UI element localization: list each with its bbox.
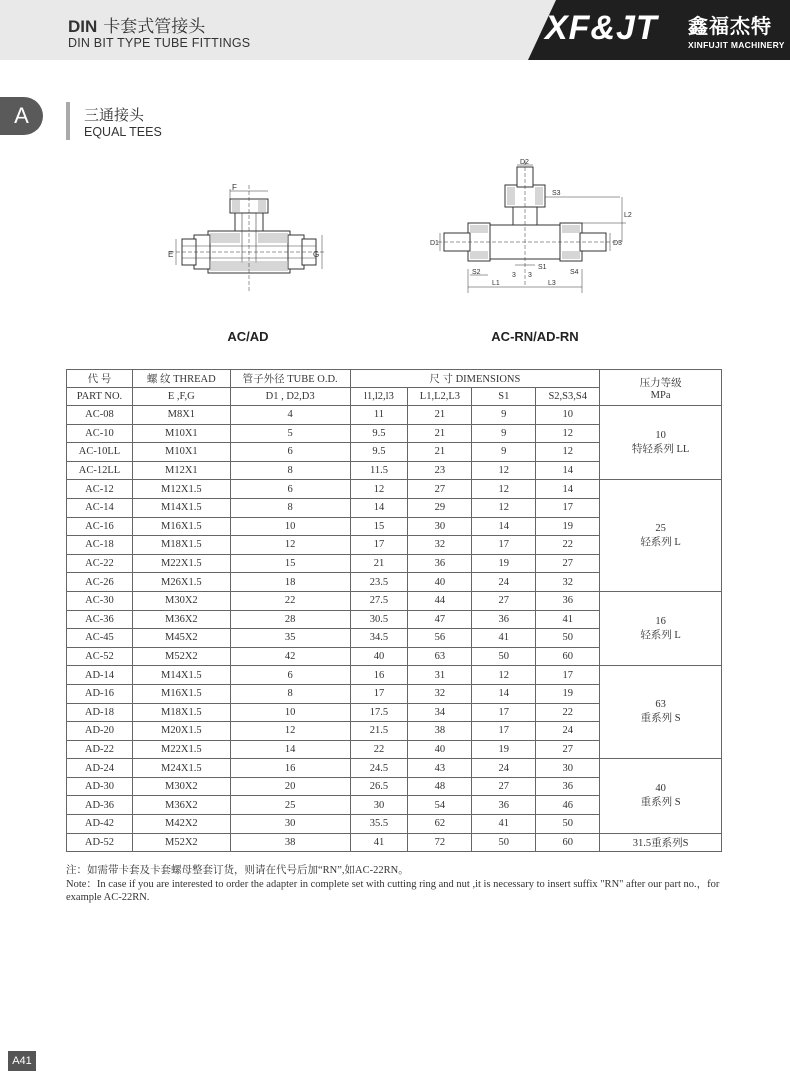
cell-s1: 50 [472,647,536,666]
cell-l: 17 [350,536,408,555]
header-dim-l: l1,l2,l3 [350,388,408,406]
cell-l: 9.5 [350,443,408,462]
cell-s1: 17 [472,703,536,722]
cell-L: 21 [408,424,472,443]
header-dim-L: L1,L2,L3 [408,388,472,406]
cell-tube: 20 [230,777,350,796]
cell-l: 11 [350,406,408,425]
cell-s: 36 [536,591,600,610]
cell-part: AD-22 [67,740,133,759]
cell-s1: 41 [472,815,536,834]
pressure-group-cell [600,480,722,592]
header-dim-s: S2,S3,S4 [536,388,600,406]
cell-s: 17 [536,666,600,685]
cell-L: 48 [408,777,472,796]
cell-part: AC-10 [67,424,133,443]
cell-L: 31 [408,666,472,685]
table-row [67,833,722,852]
pressure-value: 63 [655,699,666,711]
label-f: F [232,183,237,192]
cell-l: 15 [350,517,408,536]
label-s1: S1 [538,264,547,271]
cell-l: 21 [350,554,408,573]
cell-s: 22 [536,536,600,555]
cell-L: 27 [408,480,472,499]
cell-thread: M26X1.5 [132,573,230,592]
catalog-title-en: DIN BIT TYPE TUBE FITTINGS [68,36,251,50]
cell-tube: 6 [230,443,350,462]
cell-part: AD-14 [67,666,133,685]
cell-s: 60 [536,833,600,852]
section-title-en: EQUAL TEES [84,125,162,139]
cell-s1: 17 [472,722,536,741]
pressure-series: 重系列 S [640,713,681,725]
cell-s: 17 [536,498,600,517]
label-d3: D3 [613,240,622,247]
cell-L: 63 [408,647,472,666]
cell-tube: 5 [230,424,350,443]
cell-L: 36 [408,554,472,573]
cell-L: 47 [408,610,472,629]
cell-thread: M18X1.5 [132,703,230,722]
pressure-value: 16 [655,615,666,627]
pressure-series: 轻系列 L [640,629,681,641]
cell-s: 27 [536,740,600,759]
cell-thread: M20X1.5 [132,722,230,741]
cell-part: AD-30 [67,777,133,796]
cell-thread: M30X2 [132,777,230,796]
brand-logo: XF&JT [545,9,658,47]
cell-s1: 12 [472,666,536,685]
pressure-group-cell [600,666,722,759]
pressure-group-cell [600,759,722,833]
header-tube-sub: D1 , D2,D3 [230,388,350,406]
cell-s: 22 [536,703,600,722]
page-number: A41 [8,1051,36,1071]
cell-tube: 25 [230,796,350,815]
cell-s: 30 [536,759,600,778]
cell-thread: M14X1.5 [132,498,230,517]
cell-s1: 12 [472,461,536,480]
cell-tube: 4 [230,406,350,425]
header-pressure [600,370,722,406]
label-e: E [168,250,174,259]
cell-l: 27.5 [350,591,408,610]
cell-l: 41 [350,833,408,852]
cell-l: 24.5 [350,759,408,778]
cell-l: 16 [350,666,408,685]
note-cn: 注：如需带卡套及卡套螺母整套订货，则请在代号后加“RN”,如AC-22RN。 [66,865,409,876]
cell-s: 12 [536,443,600,462]
label-3-right: 3 [528,272,532,279]
cell-part: AC-18 [67,536,133,555]
cell-s: 10 [536,406,600,425]
cell-s: 19 [536,517,600,536]
cell-L: 40 [408,573,472,592]
cell-l: 30.5 [350,610,408,629]
cell-s1: 50 [472,833,536,852]
label-s3: S3 [552,190,561,197]
cell-L: 32 [408,684,472,703]
cell-part: AD-18 [67,703,133,722]
pressure-series: 31.5重系列S [632,837,689,849]
specification-table [66,369,722,852]
cell-tube: 18 [230,573,350,592]
cell-thread: M18X1.5 [132,536,230,555]
header-dimensions: 尺 寸 DIMENSIONS [350,370,600,388]
cell-tube: 12 [230,722,350,741]
cell-tube: 14 [230,740,350,759]
label-l3: L3 [548,280,556,287]
cell-thread: M10X1 [132,443,230,462]
cell-tube: 42 [230,647,350,666]
cell-L: 72 [408,833,472,852]
cell-thread: M16X1.5 [132,517,230,536]
cell-thread: M42X2 [132,815,230,834]
label-g: G [313,250,320,259]
cell-part: AC-26 [67,573,133,592]
cell-L: 44 [408,591,472,610]
cell-tube: 10 [230,703,350,722]
cell-s1: 9 [472,424,536,443]
label-d1: D1 [430,240,439,247]
cell-s: 60 [536,647,600,666]
catalog-title-prefix: DIN [68,17,98,36]
cell-tube: 28 [230,610,350,629]
pressure-series: 重系列 S [640,796,681,808]
header-part-en: PART NO. [67,388,133,406]
cell-part: AD-42 [67,815,133,834]
cell-L: 30 [408,517,472,536]
cell-s1: 24 [472,573,536,592]
cell-thread: M36X2 [132,796,230,815]
cell-l: 11.5 [350,461,408,480]
cell-thread: M22X1.5 [132,740,230,759]
catalog-title [68,12,205,37]
pressure-series: 轻系列 L [640,536,681,548]
header-thread-sub: E ,F,G [132,388,230,406]
pressure-group-cell [600,406,722,480]
cell-part: AC-12LL [67,461,133,480]
table-header-row [67,370,722,388]
cell-s1: 9 [472,443,536,462]
cell-tube: 35 [230,629,350,648]
cell-part: AC-30 [67,591,133,610]
cell-part: AC-52 [67,647,133,666]
table-row [67,480,722,499]
label-l1: L1 [492,280,500,287]
table-row [67,591,722,610]
cell-L: 23 [408,461,472,480]
cell-tube: 6 [230,480,350,499]
cell-l: 14 [350,498,408,517]
cell-part: AC-12 [67,480,133,499]
cell-part: AC-08 [67,406,133,425]
label-l2: L2 [624,212,632,219]
cell-L: 56 [408,629,472,648]
cell-tube: 6 [230,666,350,685]
cell-thread: M12X1 [132,461,230,480]
tee-drawing-ac-ad [168,183,328,298]
cell-s1: 36 [472,610,536,629]
cell-l: 35.5 [350,815,408,834]
cell-L: 54 [408,796,472,815]
cell-thread: M45X2 [132,629,230,648]
cell-thread: M52X2 [132,647,230,666]
cell-tube: 8 [230,461,350,480]
cell-part: AC-16 [67,517,133,536]
cell-s1: 36 [472,796,536,815]
cell-s: 12 [536,424,600,443]
cell-s: 14 [536,480,600,499]
notes [66,864,726,905]
cell-s1: 19 [472,740,536,759]
cell-s: 36 [536,777,600,796]
section-title-cn: 三通接头 [84,107,145,124]
cell-part: AD-52 [67,833,133,852]
cell-s: 14 [536,461,600,480]
cell-thread: M14X1.5 [132,666,230,685]
cell-tube: 16 [230,759,350,778]
cell-part: AD-20 [67,722,133,741]
label-s2: S2 [472,269,481,276]
cell-tube: 8 [230,684,350,703]
note-en: Note：In case if you are interested to order the adapter in complete set with cutting ring and nut ,it is necessary to insert suffix "RN" after our part no.，for example AC-22RN. [66,878,720,903]
cell-s: 27 [536,554,600,573]
pressure-group-cell [600,591,722,665]
cell-L: 40 [408,740,472,759]
cell-s1: 14 [472,517,536,536]
cell-tube: 30 [230,815,350,834]
cell-tube: 10 [230,517,350,536]
cell-thread: M22X1.5 [132,554,230,573]
cell-thread: M16X1.5 [132,684,230,703]
cell-L: 29 [408,498,472,517]
pressure-group-cell [600,833,722,852]
header-pressure-unit: MPa [650,389,671,401]
cell-tube: 12 [230,536,350,555]
cell-L: 38 [408,722,472,741]
cell-l: 26.5 [350,777,408,796]
drawing-caption-ac-ad: AC/AD [227,329,269,344]
table-row [67,666,722,685]
cell-l: 23.5 [350,573,408,592]
cell-s1: 12 [472,480,536,499]
section-tab: A [0,97,43,135]
cell-tube: 38 [230,833,350,852]
header-thread: 螺 纹 THREAD [132,370,230,388]
cell-l: 30 [350,796,408,815]
brand-name-cn: 鑫福杰特 [688,16,772,38]
cell-s1: 9 [472,406,536,425]
cell-L: 32 [408,536,472,555]
cell-l: 17.5 [350,703,408,722]
cell-s: 41 [536,610,600,629]
cell-l: 34.5 [350,629,408,648]
label-3-left: 3 [512,272,516,279]
cell-s1: 24 [472,759,536,778]
drawing-caption-ac-rn-ad-rn: AC-RN/AD-RN [491,329,579,344]
pressure-series: 特轻系列 LL [631,443,690,455]
cell-s: 46 [536,796,600,815]
cell-l: 21.5 [350,722,408,741]
cell-s: 50 [536,815,600,834]
cell-L: 43 [408,759,472,778]
cell-thread: M36X2 [132,610,230,629]
cell-s: 32 [536,573,600,592]
cell-l: 17 [350,684,408,703]
cell-tube: 15 [230,554,350,573]
cell-part: AC-45 [67,629,133,648]
header-dim-s1: S1 [472,388,536,406]
cell-l: 12 [350,480,408,499]
header-tube: 管子外径 TUBE O.D. [230,370,350,388]
cell-s1: 27 [472,777,536,796]
cell-tube: 8 [230,498,350,517]
cell-s1: 14 [472,684,536,703]
catalog-title-cn: 卡套式管接头 [103,17,206,36]
cell-l: 9.5 [350,424,408,443]
cell-part: AC-10LL [67,443,133,462]
cell-part: AC-14 [67,498,133,517]
cell-thread: M12X1.5 [132,480,230,499]
cell-part: AD-16 [67,684,133,703]
cell-s: 24 [536,722,600,741]
header-part-cn: 代 号 [67,370,133,388]
pressure-value: 40 [655,782,666,794]
cell-thread: M8X1 [132,406,230,425]
cell-L: 21 [408,406,472,425]
cell-s: 50 [536,629,600,648]
table-row [67,759,722,778]
cell-s: 19 [536,684,600,703]
cell-thread: M30X2 [132,591,230,610]
pressure-value: 25 [655,522,666,534]
cell-thread: M24X1.5 [132,759,230,778]
label-d2: D2 [520,159,529,166]
table-body [67,406,722,852]
cell-s1: 17 [472,536,536,555]
table-row [67,406,722,425]
pressure-value: 10 [655,429,666,441]
cell-part: AC-22 [67,554,133,573]
cell-part: AD-24 [67,759,133,778]
cell-L: 62 [408,815,472,834]
label-s4: S4 [570,269,579,276]
cell-s1: 19 [472,554,536,573]
cell-part: AC-36 [67,610,133,629]
cell-L: 34 [408,703,472,722]
cell-s1: 12 [472,498,536,517]
cell-part: AD-36 [67,796,133,815]
section-divider [66,102,70,140]
cell-l: 40 [350,647,408,666]
cell-s1: 27 [472,591,536,610]
header-pressure-cn: 压力等级 [639,377,682,389]
tee-drawing-ac-rn-ad-rn [430,157,640,297]
cell-thread: M52X2 [132,833,230,852]
brand-name-en: XINFUJIT MACHINERY [688,40,785,50]
cell-L: 21 [408,443,472,462]
cell-thread: M10X1 [132,424,230,443]
cell-l: 22 [350,740,408,759]
cell-tube: 22 [230,591,350,610]
cell-s1: 41 [472,629,536,648]
